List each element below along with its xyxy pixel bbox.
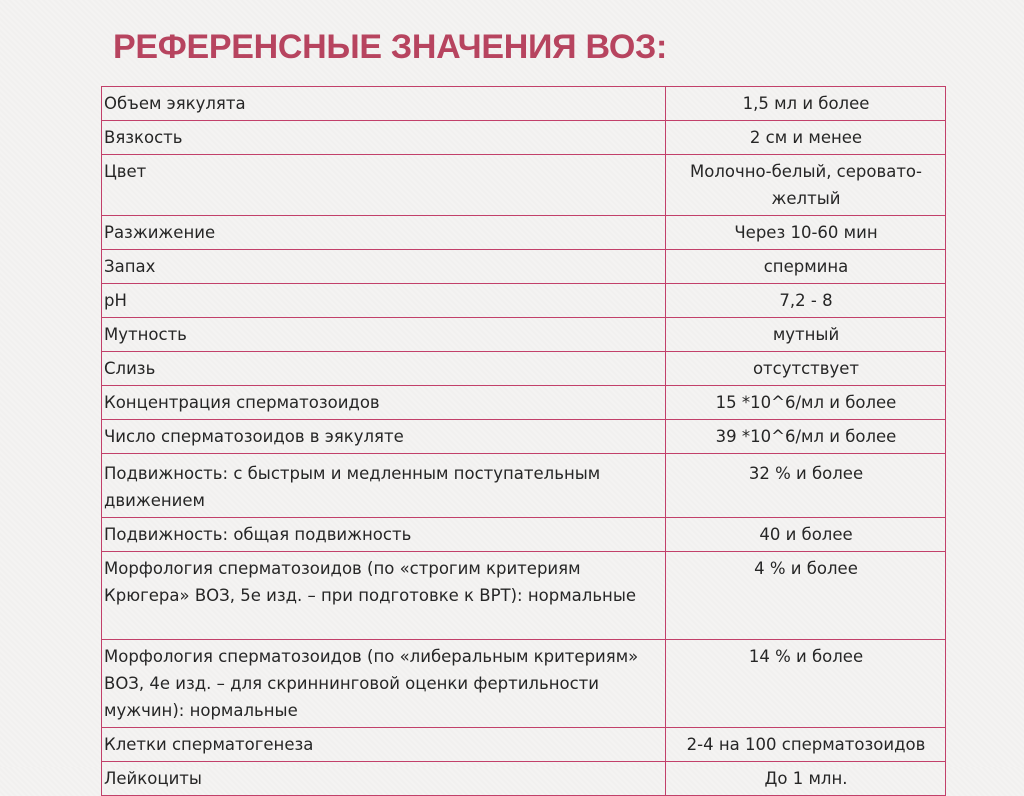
value-cell: 1,5 мл и более — [666, 87, 946, 121]
table-row — [102, 87, 946, 121]
value-cell: 14 % и более — [666, 640, 946, 728]
param-cell: Подвижность: с быстрым и медленным поступательным движением — [102, 454, 666, 518]
value-cell: спермина — [666, 250, 946, 284]
table-row — [102, 640, 946, 728]
table-row — [102, 352, 946, 386]
table-row — [102, 121, 946, 155]
table-row — [102, 420, 946, 454]
table-row — [102, 284, 946, 318]
param-cell: Клетки сперматогенеза — [102, 728, 666, 762]
param-cell: Объем эякулята — [102, 87, 666, 121]
value-cell: 7,2 - 8 — [666, 284, 946, 318]
value-cell: мутный — [666, 318, 946, 352]
param-cell: Морфология сперматозоидов (по «либеральным критериям» ВОЗ, 4е изд. – для скриннинговой оценки фертильности мужчин): нормальные — [102, 640, 666, 728]
table-row — [102, 552, 946, 640]
table-row — [102, 386, 946, 420]
param-cell: Число сперматозоидов в эякуляте — [102, 420, 666, 454]
table-row — [102, 728, 946, 762]
param-cell: pH — [102, 284, 666, 318]
param-cell: Слизь — [102, 352, 666, 386]
value-cell: 39 *10^6/мл и более — [666, 420, 946, 454]
table-row — [102, 250, 946, 284]
value-cell: 15 *10^6/мл и более — [666, 386, 946, 420]
table-row — [102, 518, 946, 552]
value-cell: Через 10-60 мин — [666, 216, 946, 250]
param-cell: Цвет — [102, 155, 666, 216]
value-cell: Молочно-белый, серовато-желтый — [666, 155, 946, 216]
param-cell: Лейкоциты — [102, 762, 666, 796]
param-cell: Морфология сперматозоидов (по «строгим критериям Крюгера» ВОЗ, 5е изд. – при подготовке к ВРТ): нормальные — [102, 552, 666, 640]
value-cell: 40 и более — [666, 518, 946, 552]
table-row — [102, 155, 946, 216]
table-row — [102, 216, 946, 250]
param-cell: Концентрация сперматозоидов — [102, 386, 666, 420]
param-cell: Подвижность: общая подвижность — [102, 518, 666, 552]
param-cell: Запах — [102, 250, 666, 284]
value-cell: 32 % и более — [666, 454, 946, 518]
param-cell: Вязкость — [102, 121, 666, 155]
reference-values-table — [101, 86, 946, 796]
param-cell: Мутность — [102, 318, 666, 352]
value-cell: До 1 млн. — [666, 762, 946, 796]
table-row — [102, 318, 946, 352]
value-cell: 4 % и более — [666, 552, 946, 640]
param-cell: Разжижение — [102, 216, 666, 250]
value-cell: отсутствует — [666, 352, 946, 386]
value-cell: 2 см и менее — [666, 121, 946, 155]
value-cell: 2-4 на 100 сперматозоидов — [666, 728, 946, 762]
page-title: РЕФЕРЕНСНЫЕ ЗНАЧЕНИЯ ВОЗ: — [113, 28, 668, 66]
table-row — [102, 454, 946, 518]
